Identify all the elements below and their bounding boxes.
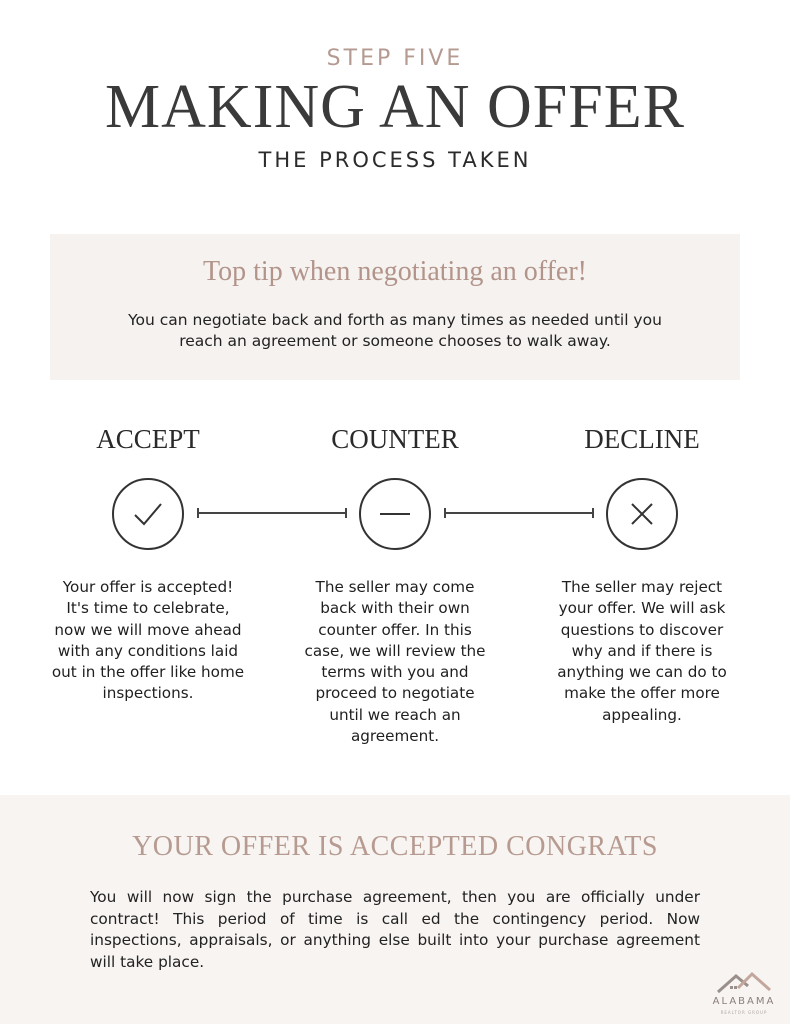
logo-name: ALABAMA <box>712 996 776 1007</box>
accept-title: ACCEPT <box>96 424 200 454</box>
decline-description: The seller may reject your offer. We will ask questions to discover why and if there is anything we can do to make the offer more appealing. <box>557 578 727 724</box>
counter-title: COUNTER <box>331 424 459 454</box>
congrats-section <box>0 795 790 1024</box>
logo-tagline: REALTOR GROUP <box>720 1010 768 1015</box>
connector-line <box>197 512 347 514</box>
page-subtitle: THE PROCESS TAKEN <box>258 148 532 172</box>
step-label: STEP FIVE <box>326 46 464 71</box>
tip-heading: Top tip when negotiating an offer! <box>203 256 587 287</box>
minus-icon <box>359 478 431 550</box>
tip-body: You can negotiate back and forth as many times as needed until you reach an agreement or someone chooses to walk away. <box>128 311 662 350</box>
alabama-logo <box>708 968 780 1018</box>
tip-box <box>50 234 740 380</box>
page-title: MAKING AN OFFER <box>105 73 685 141</box>
checkmark-icon <box>112 478 184 550</box>
x-icon <box>606 478 678 550</box>
congrats-body: You will now sign the purchase agreement, then you are officially under contract! This period of time is call ed the contingency period. Now inspections, appraisals, or anything else built into your purchase agreement will take place. <box>90 888 700 971</box>
accept-description: Your offer is accepted! It's time to celebrate, now we will move ahead with any conditions laid out in the offer like home inspections. <box>51 578 245 703</box>
house-roof-icon <box>708 968 780 996</box>
counter-description: The seller may come back with their own counter offer. In this case, we will review the terms with you and proceed to negotiate until we reach an agreement. <box>304 578 486 746</box>
connector-line <box>444 512 594 514</box>
congrats-heading: YOUR OFFER IS ACCEPTED CONGRATS <box>132 831 658 862</box>
decline-title: DECLINE <box>584 424 700 454</box>
